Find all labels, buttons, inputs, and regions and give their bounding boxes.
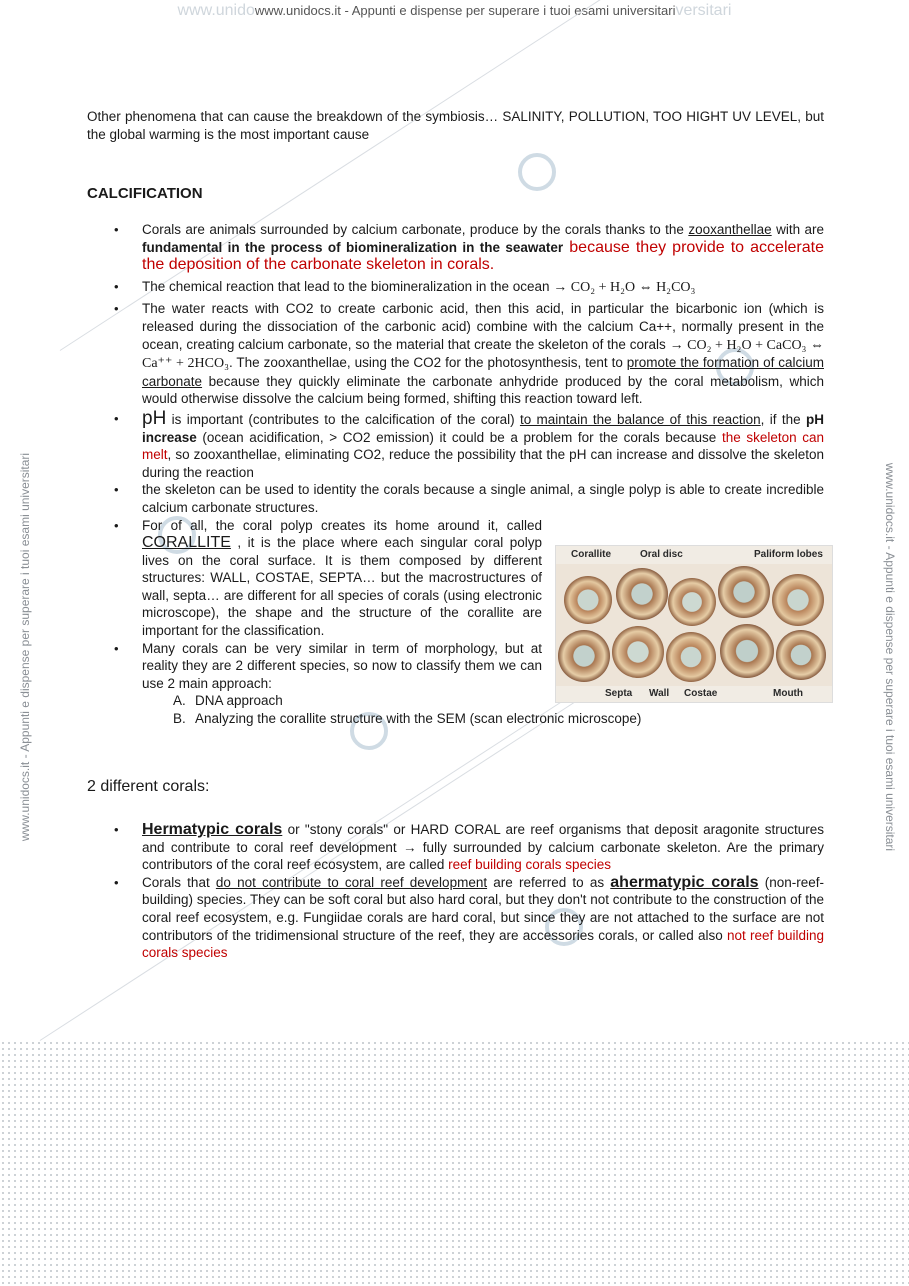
corals-list <box>87 821 824 962</box>
sublist-number: B. <box>173 711 186 727</box>
text: The water reacts with CO2 to create carbonic acid, then this acid, in particular the bicarbonic ion (which is released during the dissociation of the carbonic acid) combine with the calcium Ca++, normally present in the ocean, creating calcium carbonate, so the material that create the skeleton of the corals <box>142 301 824 352</box>
text: Corals that <box>142 874 216 890</box>
watermark-left: www.unidocs.it - Appunti e dispense per superare i tuoi esami universitari <box>18 452 32 842</box>
underlined-text: do not contribute to coral reef development <box>215 874 488 890</box>
text: (ocean acidification, > CO2 emission) it could be a problem for the corals because <box>196 429 722 445</box>
underlined-text: zooxanthellae <box>688 222 772 237</box>
coral-polyp-image <box>616 568 668 620</box>
underlined-text: promote the formation of calcium carbonate <box>142 355 824 389</box>
list-item <box>87 821 824 874</box>
ph-text: pH <box>142 407 167 429</box>
coral-polyp-image <box>666 632 716 682</box>
watermark-top-text: www.unidocs.it - Appunti e dispense per superare i tuoi esami universitari <box>254 3 676 18</box>
figure-label: Wall <box>649 688 670 699</box>
bold-text: pH increase <box>142 411 824 445</box>
text: , if the <box>760 411 806 427</box>
bold-text: fundamental in the process of biomineralization in the seawater <box>142 239 564 255</box>
text: with are <box>771 222 824 237</box>
red-text: the skeleton can melt <box>142 429 824 463</box>
coral-polyp-image <box>720 624 774 678</box>
list-item <box>87 481 824 516</box>
coral-polyp-image <box>612 626 664 678</box>
sublist-text: DNA approach <box>195 693 283 709</box>
underlined-text: to maintain the balance of this reaction <box>519 411 761 427</box>
text: is important (contributes to the calcification of the coral) <box>166 411 520 427</box>
heading-calcification: CALCIFICATION <box>87 185 203 202</box>
coral-polyp-image <box>776 630 826 680</box>
text: (non-reef-building) species. They can be soft coral but also hard coral, but they don't not contribute to the construction of the coral reef ecosystem, e.g. Fungiidae corals are hard coral, but since they are not attached to the surface are not contributors of the tridimensional structure of the reef, they are accessories corals, or called also <box>142 874 824 943</box>
text: the skeleton can be used to identity the corals because a single animal, a single polyp is able to create incredible calcium carbonate structures. <box>142 482 824 515</box>
coral-polyp-image <box>772 574 824 626</box>
chemical-formula: → CO₂ + H₂O + CaCO₃ ⇔ Ca⁺⁺ + 2HCO₃ <box>142 337 824 372</box>
text: For of all, the coral polyp creates its home around it, called <box>142 517 542 533</box>
figure-label: Corallite <box>571 549 612 560</box>
intro-paragraph <box>87 108 824 143</box>
watermark-ghost-right: versitari <box>675 2 732 19</box>
intro-text: Other phenomena that can cause the breakdown of the symbiosis… SALINITY, POLLUTION, TOO HIGHT UV LEVEL, but the global warming is the most important cause <box>87 109 824 142</box>
figure-label: Mouth <box>773 688 803 699</box>
text: Corals are animals surrounded by calcium carbonate, produce by the corals thanks to the <box>142 222 689 237</box>
sublist-item <box>87 710 824 728</box>
red-text: not reef building corals species <box>142 927 824 961</box>
text: , so zooxanthellae, eliminating CO2, reduce the possibility that the pH can increase and dissolve the skeleton during the reaction <box>142 447 824 480</box>
figure-label: Septa <box>605 688 633 699</box>
chemical-formula: → CO₂ + H₂O ⇔ H₂CO₃ <box>553 279 696 295</box>
watermark-logo-icon <box>518 153 556 191</box>
underlined-text: CORALLITE <box>142 534 231 552</box>
classification-text: • Many corals can be very similar in term of morphology, but at reality they are 2 different species, so now to classify them we can use 2 main approach: <box>142 640 542 691</box>
coral-polyp-image <box>668 578 716 626</box>
figure-label: Costae <box>684 688 718 699</box>
corallite-text <box>142 517 542 640</box>
list-item <box>87 300 824 408</box>
red-text: reef building corals species <box>448 857 611 873</box>
dotted-footer-pattern <box>0 1040 909 1286</box>
figure-label: Paliform lobes <box>754 549 823 560</box>
list-item <box>87 874 824 962</box>
text: , it is the place where each singular coral polyp lives on the coral surface. It is them composed by different structures: WALL, COSTAE, SEPTA… but the macrostructures of wall, septa… are different for all species of corals (using electronic microscope), the shape and the structure of the corallite are important for the classification. <box>142 535 542 639</box>
text: The chemical reaction that lead to the biomineralization in the ocean <box>142 278 554 294</box>
coral-polyp-image <box>558 630 610 682</box>
list-item <box>87 407 824 481</box>
watermark-right: www.unidocs.it - Appunti e dispense per superare i tuoi esami universitari <box>883 462 897 852</box>
text: are referred to as <box>487 874 611 890</box>
watermark-ghost-left: www.unido <box>177 2 255 19</box>
heading-two-corals: 2 different corals: <box>87 778 210 795</box>
list-item <box>87 278 824 297</box>
underlined-bold-text: Hermatypic corals <box>142 821 283 838</box>
text: because they quickly eliminate the carbonate anhydride produced by the coral metabolism, which would otherwise dissolve the calcium being formed, shifting this reaction toward left. <box>142 373 824 407</box>
list-item <box>87 221 824 274</box>
coral-polyp-image <box>718 566 770 618</box>
underlined-bold-text: ahermatypic corals <box>610 873 759 891</box>
red-text: because they provide to accelerate the deposition of the carbonate skeleton in corals. <box>142 238 824 274</box>
sublist-text: Analyzing the corallite structure with the SEM (scan electronic microscope) <box>195 711 642 727</box>
coral-polyp-image <box>564 576 612 624</box>
sublist-number: A. <box>173 693 186 709</box>
figure-label: Oral disc <box>640 549 683 560</box>
text: or "stony corals" or HARD CORAL are reef organisms that deposit aragonite structures and contribute to coral reef development → fully surrounded by calcium carbonate skeleton. Are the primary contributors of the coral reef ecosystem, are called <box>142 822 824 873</box>
text: . The zooxanthellae, using the CO2 for the photosynthesis, tent to <box>229 355 627 371</box>
watermark-top <box>0 2 909 20</box>
corallite-figure <box>555 545 833 703</box>
